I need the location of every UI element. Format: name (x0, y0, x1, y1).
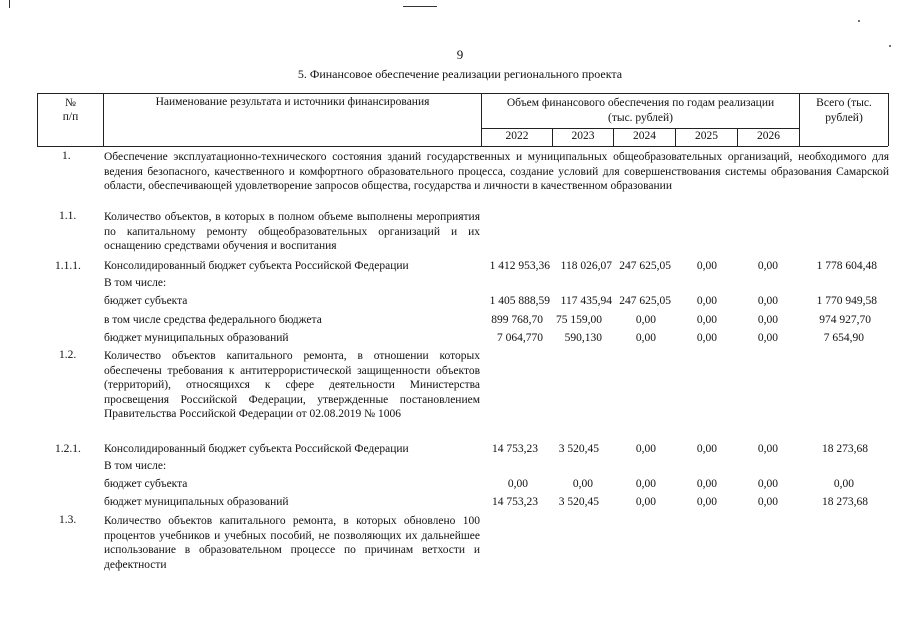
row-name: в том числе средства федерального бюджета (104, 314, 322, 326)
cell-2026: 0,00 (757, 260, 778, 272)
cell-total: 1 778 604,48 (816, 260, 877, 272)
cell-2024: 0,00 (635, 478, 656, 490)
cell-2023: 3 520,45 (558, 443, 599, 455)
cell-total: 7 654,90 (823, 332, 864, 344)
cell-2022: 14 753,23 (492, 443, 538, 455)
cell-2023: 590,130 (564, 332, 602, 344)
header-total: Всего (тыс. рублей) (816, 97, 872, 124)
row-number: 1. (62, 150, 71, 162)
row-name: В том числе: (104, 277, 167, 289)
header-name: Наименование результата и источники финансирования (155, 96, 430, 108)
cell-2022: 899 768,70 (491, 314, 543, 326)
cell-2023: 118 026,07 (560, 260, 612, 272)
row-number: 1.2. (59, 349, 77, 361)
row-name: Обеспечение эксплуатационно-технического состояния зданий государственных и муниципальных общеобразовательных организаций, необходимого для ведения безопасного, качественного и комфортного образовательного процесса, создание условий для совершенствования системы образования Самарской области, обеспечивающей удовлетворение запросов общества, государства и личности в качественном образовании (104, 151, 889, 192)
cell-2022: 7 064,770 (497, 332, 543, 344)
cell-2024: 0,00 (635, 496, 656, 508)
cell-2025: 0,00 (696, 260, 717, 272)
cell-2024: 0,00 (635, 332, 656, 344)
cell-2022: 0,00 (507, 478, 528, 490)
row-name: Консолидированный бюджет субъекта Российской Федерации (104, 260, 409, 272)
cell-total: 18 273,68 (822, 496, 868, 508)
cell-2026: 0,00 (757, 496, 778, 508)
row-number: 1.3. (59, 514, 77, 526)
scan-dot (858, 20, 860, 22)
cell-2026: 0,00 (757, 478, 778, 490)
header-year-2024: 2024 (633, 130, 656, 142)
row-name: бюджет субъекта (104, 478, 188, 490)
cell-total: 0,00 (833, 478, 854, 490)
row-number: 1.1.1. (55, 260, 81, 272)
row-name: Количество объектов капитального ремонта, в отношении которых обеспечены требования к антитеррористической защищенности объектов (территорий), относящихся к сфере деятельности Министерства просвещения Российской Федерации, утвержденные постановлением Правительства Российской Федерации от 02.08.2019 № 1006 (104, 350, 480, 420)
cell-total: 18 273,68 (822, 443, 868, 455)
cell-total: 974 927,70 (819, 314, 871, 326)
header-year-2026: 2026 (757, 130, 780, 142)
cell-2024: 247 625,05 (619, 260, 671, 272)
header-year-2023: 2023 (571, 130, 595, 142)
cell-2023: 0,00 (572, 478, 593, 490)
cell-2024: 247 625,05 (619, 295, 671, 307)
scan-mark-left (9, 0, 10, 8)
cell-2023: 3 520,45 (558, 496, 599, 508)
cell-2022: 1 412 953,36 (489, 260, 550, 272)
header-num: № п/п (62, 97, 79, 123)
cell-2026: 0,00 (757, 295, 778, 307)
row-name: бюджет муниципальных образований (104, 332, 289, 344)
cell-2022: 1 405 888,59 (489, 295, 550, 307)
section-title: 5. Финансовое обеспечение реализации регионального проекта (297, 67, 623, 81)
cell-2023: 117 435,94 (560, 295, 612, 307)
row-name: Количество объектов капитального ремонта, в которых обновлено 100 процентов учебников и учебных пособий, не позволяющих их дальнейшее использование в образовательном процессе по причинам ветхости и дефектности (104, 515, 480, 571)
row-name: Консолидированный бюджет субъекта Российской Федерации (104, 443, 409, 455)
row-name: бюджет субъекта (104, 295, 188, 307)
header-volume: Объем финансового обеспечения по годам реализации (тыс. рублей) (506, 97, 775, 124)
cell-2025: 0,00 (696, 295, 717, 307)
cell-2026: 0,00 (757, 443, 778, 455)
header-year-2025: 2025 (695, 130, 718, 142)
row-name: Количество объектов, в которых в полном объеме выполнены мероприятия по капитальному ремонту общеобразовательных организаций и их оснащению средствами обучения и воспитания (104, 211, 480, 252)
cell-total: 1 770 949,58 (816, 295, 877, 307)
cell-2024: 0,00 (635, 314, 656, 326)
cell-2022: 14 753,23 (492, 496, 538, 508)
scan-dot (889, 45, 891, 47)
cell-2026: 0,00 (757, 314, 778, 326)
cell-2025: 0,00 (696, 478, 717, 490)
row-name: бюджет муниципальных образований (104, 496, 289, 508)
cell-2026: 0,00 (757, 332, 778, 344)
header-year-2022: 2022 (505, 130, 529, 142)
cell-2023: 75 159,00 (556, 314, 602, 326)
cell-2025: 0,00 (696, 496, 717, 508)
row-number: 1.1. (59, 210, 77, 222)
cell-2025: 0,00 (696, 332, 717, 344)
row-number: 1.2.1. (55, 443, 81, 455)
row-name: В том числе: (104, 460, 167, 472)
page-number: 9 (456, 47, 464, 62)
scan-mark-top (403, 6, 437, 7)
cell-2025: 0,00 (696, 314, 717, 326)
cell-2025: 0,00 (696, 443, 717, 455)
cell-2024: 0,00 (635, 443, 656, 455)
